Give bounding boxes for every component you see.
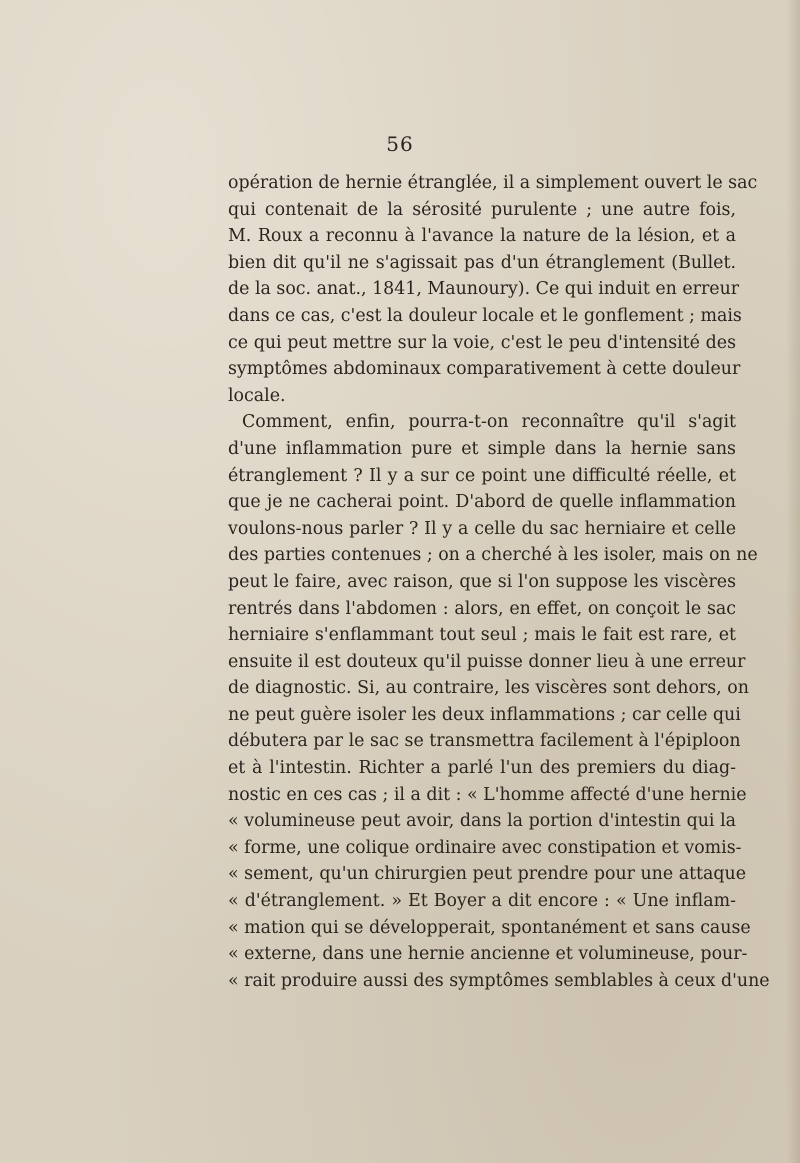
text-line: « externe, dans une hernie ancienne et volumineuse, pour-	[228, 944, 748, 965]
text-line: et à l'intestin. Richter a parlé l'un des premiers du diag-	[228, 758, 736, 779]
text-line: locale.	[228, 385, 286, 406]
text-line: rentrés dans l'abdomen : alors, en effet, on conçoit le sac	[228, 598, 736, 619]
text-line: de la soc. anat., 1841, Maunoury). Ce qui induit en erreur	[228, 279, 740, 300]
text-line: « forme, une colique ordinaire avec constipation et vomis-	[228, 837, 742, 858]
page-number: 56	[386, 132, 414, 156]
text-line: des parties contenues ; on a cherché à les isoler, mais on ne	[228, 545, 758, 566]
text-line: ensuite il est douteux qu'il puisse donner lieu à une erreur	[228, 651, 746, 672]
text-line: M. Roux a reconnu à l'avance la nature de la lésion, et a	[228, 226, 736, 247]
text-line: d'une inflammation pure et simple dans la hernie sans	[228, 438, 736, 459]
text-line: ce qui peut mettre sur la voie, c'est le peu d'intensité des	[228, 332, 736, 353]
text-line: peut le faire, avec raison, que si l'on suppose les viscères	[228, 571, 736, 592]
text-line: « volumineuse peut avoir, dans la portion d'intestin qui la	[228, 811, 736, 832]
text-line: de diagnostic. Si, au contraire, les viscères sont dehors, on	[228, 678, 749, 699]
text-line: dans ce cas, c'est la douleur locale et le gonflement ; mais	[228, 305, 742, 326]
page-edge-shadow	[786, 0, 800, 1163]
text-line: ne peut guère isoler les deux inflammations ; car celle qui	[228, 704, 741, 725]
body-text	[228, 170, 770, 994]
text-line: herniaire s'enflammant tout seul ; mais le fait est rare, et	[228, 625, 736, 646]
text-line: « sement, qu'un chirurgien peut prendre pour une attaque	[228, 864, 747, 885]
text-line: « mation qui se développerait, spontanément et sans cause	[228, 917, 751, 938]
text-line: « d'étranglement. » Et Boyer a dit encore : « Une inflam-	[228, 891, 736, 912]
text-line: « rait produire aussi des symptômes semblables à ceux d'une	[228, 970, 770, 991]
text-line: que je ne cacherai point. D'abord de quelle inflammation	[228, 492, 736, 513]
text-line: voulons-nous parler ? Il y a celle du sac herniaire et celle	[228, 518, 736, 539]
text-line: nostic en ces cas ; il a dit : « L'homme affecté d'une hernie	[228, 784, 747, 805]
text-line: qui contenait de la sérosité purulente ; une autre fois,	[228, 199, 736, 220]
text-line: étranglement ? Il y a sur ce point une difficulté réelle, et	[228, 465, 736, 486]
text-line: opération de hernie étranglée, il a simplement ouvert le sac	[228, 173, 758, 193]
text-line: Comment, enfin, pourra-t-on reconnaître qu'il s'agit	[242, 412, 736, 433]
text-line: symptômes abdominaux comparativement à cette douleur	[228, 359, 741, 380]
text-line: bien dit qu'il ne s'agissait pas d'un étranglement (Bullet.	[228, 252, 736, 273]
text-line: débutera par le sac se transmettra facilement à l'épiploon	[228, 731, 741, 752]
